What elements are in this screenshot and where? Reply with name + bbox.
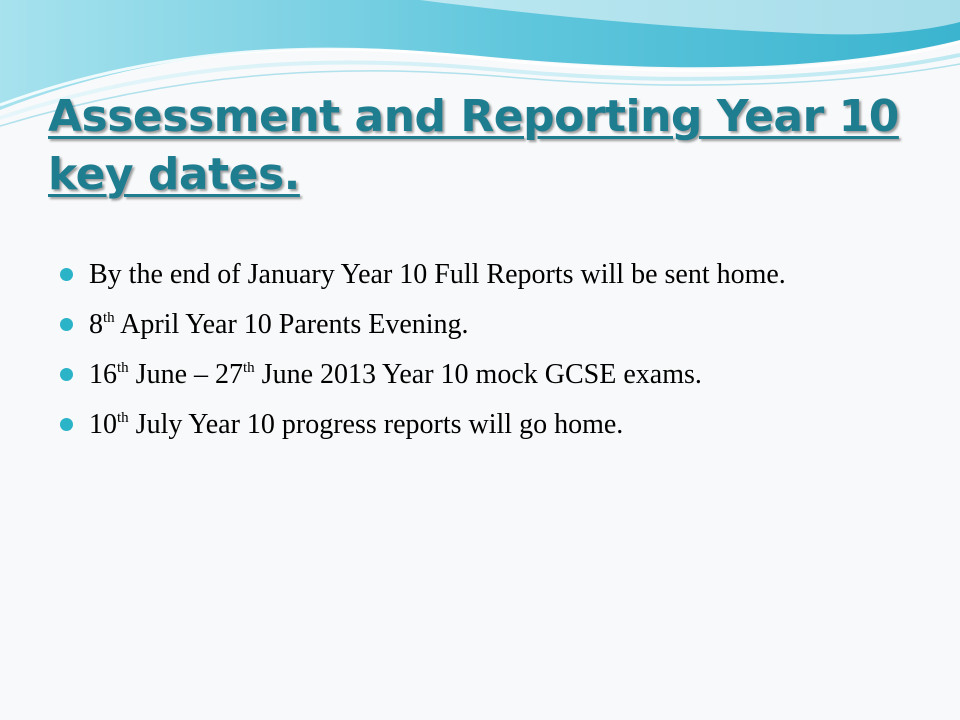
bullet-item-parents-evening (60, 308, 910, 342)
bullet-text: April Year 10 Parents Evening. (114, 309, 469, 340)
bullet-item-mock-exams (60, 358, 910, 392)
bullet-text: July Year 10 progress reports will go home. (128, 409, 624, 440)
ordinal-suffix: th (117, 410, 129, 426)
bullet-day: 8 (89, 309, 103, 340)
bullet-dot-icon (60, 318, 73, 331)
bullet-dot-icon (60, 368, 73, 381)
bullet-text: By the end of January Year 10 Full Reports will be sent home. (89, 259, 786, 290)
bullet-item-reports (60, 258, 910, 292)
bullet-text: June – 27 (128, 359, 243, 390)
bullet-item-progress-reports (60, 408, 910, 442)
ordinal-suffix: th (243, 360, 255, 376)
bullet-dot-icon (60, 268, 73, 281)
bullet-day: 10 (89, 409, 117, 440)
bullet-dot-icon (60, 418, 73, 431)
bullet-list (60, 258, 910, 458)
bullet-day: 16 (89, 359, 117, 390)
ordinal-suffix: th (117, 360, 129, 376)
ordinal-suffix: th (103, 310, 115, 326)
slide-title: Assessment and Reporting Year 10 key dates. (48, 91, 899, 200)
bullet-text: June 2013 Year 10 mock GCSE exams. (254, 359, 702, 390)
